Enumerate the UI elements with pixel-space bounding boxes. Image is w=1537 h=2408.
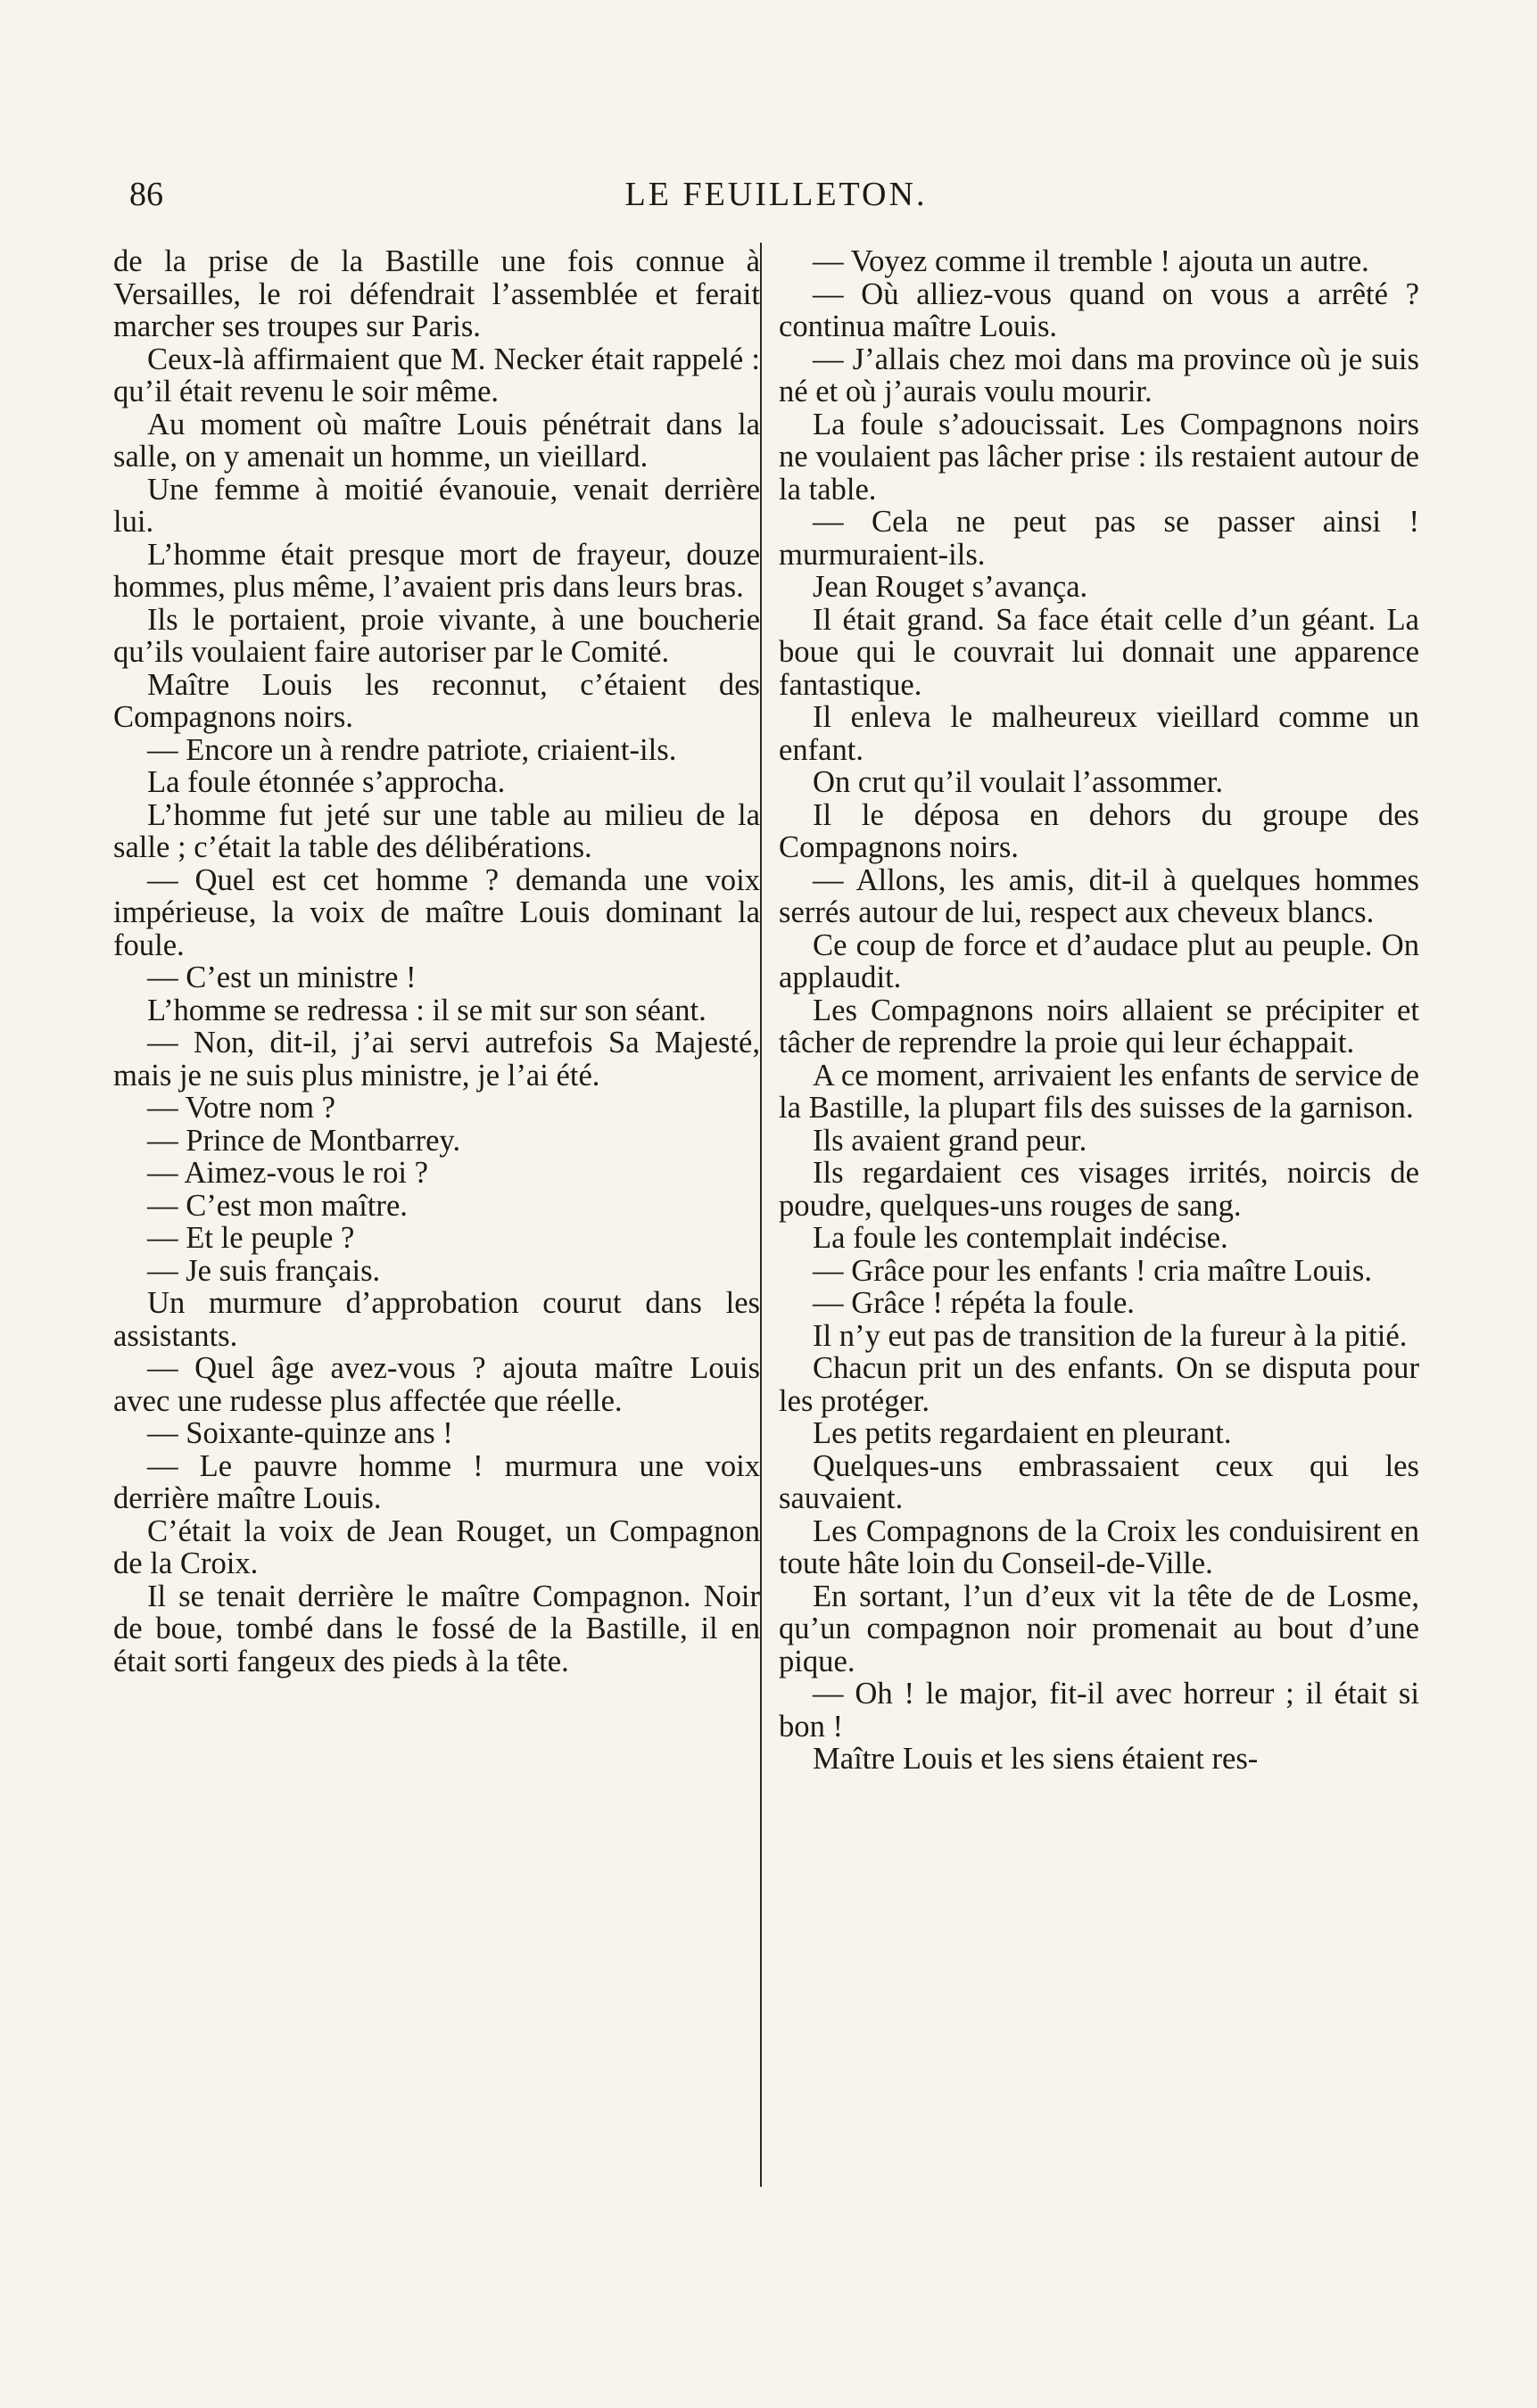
- paragraph: L’homme était presque mort de frayeur, douze hommes, plus même, l’avaient pris dans leurs bras.: [113, 537, 760, 604]
- paragraph: Ils avaient grand peur.: [813, 1123, 1087, 1158]
- paragraph: — Allons, les amis, dit-il à quelques hommes serrés autour de lui, respect aux cheveux blancs.: [779, 862, 1419, 929]
- paragraph: — Je suis français.: [147, 1253, 381, 1288]
- paragraph: Il n’y eut pas de transition de la fureur à la pitié.: [813, 1318, 1408, 1353]
- paragraph: Les petits regardaient en pleurant.: [813, 1416, 1232, 1450]
- paragraph: C’était la voix de Jean Rouget, un Compagnon de la Croix.: [113, 1513, 760, 1580]
- paragraph: A ce moment, arrivaient les enfants de service de la Bastille, la plupart fils des suisses de la garnison.: [779, 1058, 1419, 1125]
- paragraph: — Prince de Montbarrey.: [147, 1123, 461, 1158]
- paragraph: — Non, dit-il, j’ai servi autrefois Sa Majesté, mais je ne suis plus ministre, je l’ai été.: [113, 1026, 760, 1093]
- paragraph: — Grâce pour les enfants ! cria maître Louis.: [813, 1253, 1372, 1288]
- paragraph: Une femme à moitié évanouie, venait derrière lui.: [113, 472, 760, 539]
- paragraph: La foule étonnée s’approcha.: [147, 765, 506, 799]
- paragraph: Au moment où maître Louis pénétrait dans la salle, on y amenait un homme, un vieillard.: [113, 407, 760, 474]
- paragraph: Maître Louis et les siens étaient res-: [813, 1742, 1259, 1776]
- paragraph: Jean Rouget s’avança.: [813, 570, 1088, 604]
- page-number: 86: [129, 176, 163, 213]
- paragraph: — Soixante-quinze ans !: [147, 1416, 453, 1450]
- paragraph: Ils regardaient ces visages irrités, noircis de poudre, quelques-uns rouges de sang.: [779, 1156, 1419, 1223]
- paragraph: — Encore un à rendre patriote, criaient-ils.: [147, 732, 677, 767]
- paragraph: La foule s’adoucissait. Les Compagnons noirs ne voulaient pas lâcher prise : ils restaient autour de la table.: [779, 407, 1419, 507]
- page-header: [129, 175, 1423, 219]
- paragraph: Les Compagnons de la Croix les conduisirent en toute hâte loin du Conseil-de-Ville.: [779, 1513, 1419, 1580]
- paragraph: Il se tenait derrière le maître Compagnon. Noir de boue, tombé dans le fossé de la Bastille, il en était sorti fangeux des pieds à la tête.: [113, 1579, 760, 1678]
- paragraph: — Cela ne peut pas se passer ainsi ! murmuraient-ils.: [779, 505, 1419, 572]
- paragraph: Ceux-là affirmaient que M. Necker était rappelé : qu’il était revenu le soir même.: [113, 342, 760, 408]
- paragraph: — Et le peuple ?: [147, 1221, 355, 1255]
- paragraph: — J’allais chez moi dans ma province où je suis né et où j’aurais voulu mourir.: [779, 342, 1419, 408]
- paragraph: — Quel âge avez-vous ? ajouta maître Louis avec une rudesse plus affectée que réelle.: [113, 1351, 760, 1418]
- paragraph: Maître Louis les reconnut, c’étaient des Compagnons noirs.: [113, 667, 760, 734]
- paragraph: Un murmure d’approbation courut dans les assistants.: [113, 1286, 760, 1353]
- paragraph: L’homme se redressa : il se mit sur son séant.: [147, 993, 707, 1027]
- right-text-column: [779, 245, 1419, 1776]
- paragraph: En sortant, l’un d’eux vit la tête de de Losme, qu’un compagnon noir promenait au bout d’une pique.: [779, 1579, 1419, 1678]
- paragraph: — Où alliez-vous quand on vous a arrêté ? continua maître Louis.: [779, 276, 1419, 343]
- column-divider: [760, 243, 762, 2187]
- paragraph: L’homme fut jeté sur une table au milieu de la salle ; c’était la table des délibérations.: [113, 797, 760, 864]
- paragraph: — Le pauvre homme ! murmura une voix derrière maître Louis.: [113, 1448, 760, 1515]
- paragraph: — Voyez comme il tremble ! ajouta un autre.: [813, 244, 1369, 278]
- paragraph: Il enleva le malheureux vieillard comme un enfant.: [779, 700, 1419, 767]
- paragraph: — Oh ! le major, fit-il avec horreur ; il était si bon !: [779, 1677, 1419, 1744]
- paragraph: On crut qu’il voulait l’assommer.: [813, 765, 1223, 799]
- paragraph: — C’est un ministre !: [147, 961, 417, 994]
- paragraph: — Grâce ! répéta la foule.: [813, 1286, 1135, 1320]
- paragraph: Ce coup de force et d’audace plut au peuple. On applaudit.: [779, 928, 1419, 994]
- paragraph: Il le déposa en dehors du groupe des Compagnons noirs.: [779, 797, 1419, 864]
- paragraph: Ils le portaient, proie vivante, à une boucherie qu’ils voulaient faire autoriser par le Comité.: [113, 602, 760, 669]
- left-text-column: [113, 245, 760, 1678]
- paragraph: Il était grand. Sa face était celle d’un géant. La boue qui le couvrait lui donnait une apparence fantastique.: [779, 602, 1419, 702]
- paragraph: — Aimez-vous le roi ?: [147, 1156, 428, 1190]
- paragraph: — C’est mon maître.: [147, 1188, 408, 1223]
- paragraph: La foule les contemplait indécise.: [813, 1221, 1228, 1255]
- paragraph: Les Compagnons noirs allaient se précipiter et tâcher de reprendre la proie qui leur échappait.: [779, 993, 1419, 1060]
- paragraph: Chacun prit un des enfants. On se disputa pour les protéger.: [779, 1351, 1419, 1418]
- paragraph: de la prise de la Bastille une fois connue à Versailles, le roi défendrait l’assemblée et ferait marcher ses troupes sur Paris.: [113, 244, 760, 343]
- paragraph: Quelques-uns embrassaient ceux qui les sauvaient.: [779, 1448, 1419, 1515]
- paragraph: — Votre nom ?: [147, 1091, 335, 1125]
- running-title: LE FEUILLETON.: [624, 176, 928, 213]
- paragraph: — Quel est cet homme ? demanda une voix impérieuse, la voix de maître Louis dominant la foule.: [113, 862, 760, 962]
